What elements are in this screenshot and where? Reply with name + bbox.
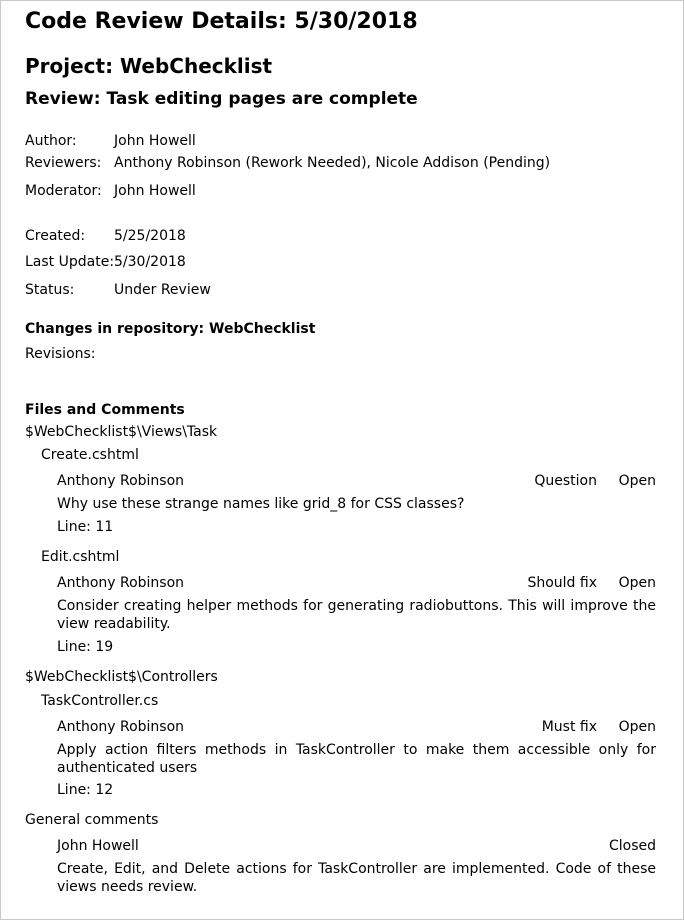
- moderator-value: John Howell: [114, 183, 196, 199]
- comment-text: Apply action filters methods in TaskController to make them accessible only for authenticated users: [57, 742, 656, 776]
- comment-state: Open: [618, 473, 656, 489]
- comment-type: Should fix: [527, 575, 597, 591]
- comment-type: Must fix: [541, 719, 597, 735]
- file-name: Create.cshtml: [41, 447, 139, 463]
- general-comments-heading: General comments: [25, 812, 159, 828]
- comment-author: Anthony Robinson: [57, 575, 185, 591]
- review-title: Review: Task editing pages are complete: [25, 89, 418, 109]
- folder-path: $WebChecklist$\Controllers: [25, 669, 218, 685]
- status-label: Status:: [25, 282, 75, 298]
- author-label: Author:: [25, 133, 77, 149]
- comment-line: Line: 12: [57, 782, 114, 798]
- comment-type: Question: [534, 473, 597, 489]
- revisions-label: Revisions:: [25, 346, 96, 362]
- comment-text: Create, Edit, and Delete actions for TaskController are implemented. Code of these views needs review.: [57, 861, 656, 895]
- comment-author: Anthony Robinson: [57, 473, 185, 489]
- folder-path: $WebChecklist$\Views\Task: [25, 424, 218, 440]
- moderator-label: Moderator:: [25, 183, 102, 199]
- project-title: Project: WebChecklist: [25, 54, 273, 78]
- created-label: Created:: [25, 228, 86, 244]
- status-value: Under Review: [114, 282, 211, 298]
- comment-line: Line: 11: [57, 519, 114, 535]
- last-update-value: 5/30/2018: [114, 254, 186, 270]
- comment-author: John Howell: [57, 838, 139, 854]
- page-title: Code Review Details: 5/30/2018: [25, 9, 418, 34]
- file-name: TaskController.cs: [41, 693, 159, 709]
- file-name: Edit.cshtml: [41, 549, 120, 565]
- comment-state: Open: [618, 719, 656, 735]
- comment-line: Line: 19: [57, 639, 114, 655]
- comment-state: Open: [618, 575, 656, 591]
- author-value: John Howell: [114, 133, 196, 149]
- comment-text: Consider creating helper methods for generating radiobuttons. This will improve the view readability.: [57, 598, 656, 632]
- comment-author: Anthony Robinson: [57, 719, 185, 735]
- files-heading: Files and Comments: [25, 402, 185, 418]
- last-update-label: Last Update:: [25, 254, 115, 270]
- comment-text: Why use these strange names like grid_8 for CSS classes?: [57, 496, 465, 512]
- created-value: 5/25/2018: [114, 228, 186, 244]
- changes-heading: Changes in repository: WebChecklist: [25, 321, 316, 337]
- comment-state: Closed: [608, 838, 656, 854]
- reviewers-label: Reviewers:: [25, 155, 102, 171]
- reviewers-value: Anthony Robinson (Rework Needed), Nicole Addison (Pending): [114, 155, 551, 171]
